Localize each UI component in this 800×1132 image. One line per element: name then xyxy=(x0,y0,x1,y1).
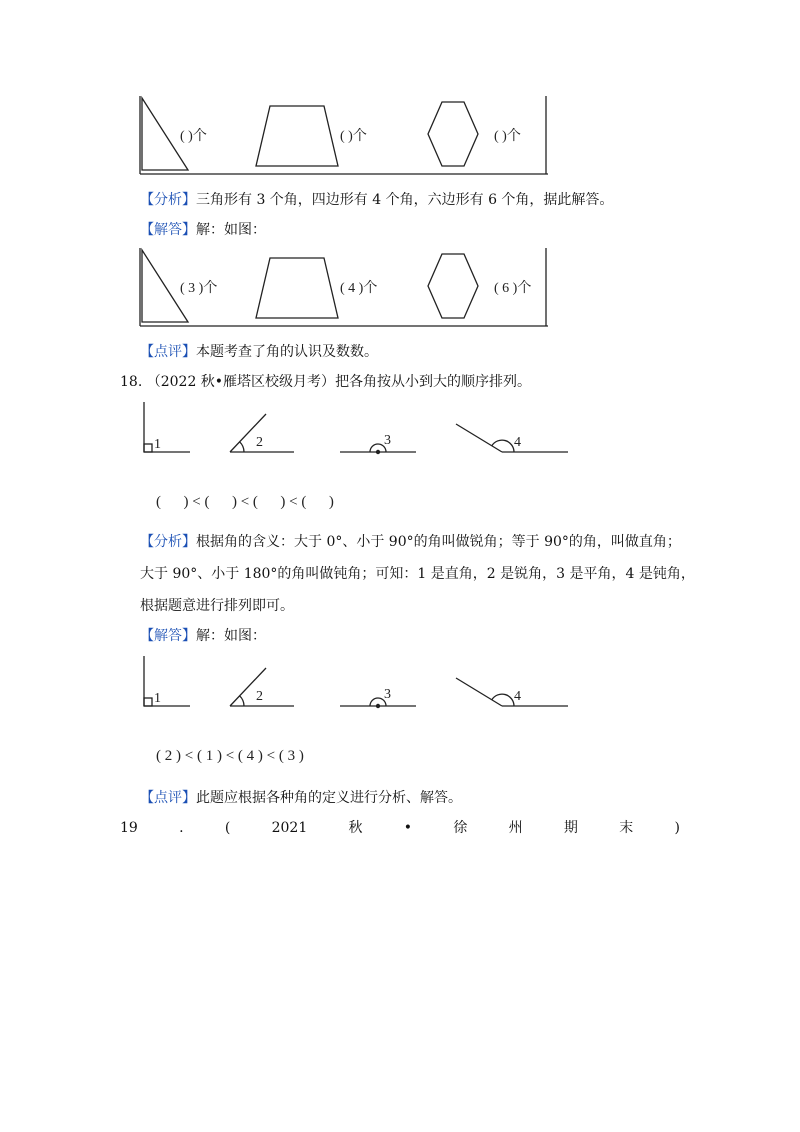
q19-part: 徐 xyxy=(453,820,468,836)
triangle-count-answer: ( 3 )个 xyxy=(180,281,218,296)
angle-label-1: 1 xyxy=(154,691,161,706)
angle-label-1: 1 xyxy=(154,437,161,452)
question-text: 把各角按从小到大的顺序排列。 xyxy=(335,374,532,390)
q17-analysis xyxy=(140,190,613,210)
q18-header xyxy=(120,372,531,392)
trapezoid-count-answer: ( 4 )个 xyxy=(340,281,378,296)
trapezoid-shape xyxy=(256,258,338,318)
trapezoid-shape xyxy=(256,106,338,166)
analysis-tag: 【分析】 xyxy=(140,192,196,208)
angles-answer-figure xyxy=(138,652,570,770)
angle-label-3: 3 xyxy=(384,433,391,448)
triangle-count-blank: ( )个 xyxy=(180,129,207,144)
solution-text: 解：如图： xyxy=(196,222,266,238)
q19-part: . xyxy=(179,820,184,836)
analysis-line-3: 根据题意进行排列即可。 xyxy=(140,598,294,614)
q19-part: 秋 xyxy=(348,820,363,836)
analysis-line-1: 根据角的含义：大于 0°、小于 90°的角叫做锐角；等于 90°的角，叫做直角； xyxy=(196,534,681,550)
question-number: 18. xyxy=(120,374,143,390)
q18-analysis-3 xyxy=(140,596,294,616)
comment-text: 本题考查了角的认识及数数。 xyxy=(196,344,378,360)
q18-analysis-2 xyxy=(140,564,695,584)
q19-header xyxy=(120,818,680,838)
comment-tag: 【点评】 xyxy=(140,344,196,360)
shapes-question-figure xyxy=(138,94,550,176)
q18-comment xyxy=(140,788,462,808)
hexagon-shape xyxy=(428,102,478,166)
analysis-tag: 【分析】 xyxy=(140,534,196,550)
comment-text: 此题应根据各种角的定义进行分析、解答。 xyxy=(196,790,462,806)
hexagon-count-answer: ( 6 )个 xyxy=(494,281,532,296)
q19-part: 末 xyxy=(619,820,634,836)
angle-label-2: 2 xyxy=(256,689,263,704)
angles-question-figure xyxy=(138,398,570,516)
comment-tag: 【点评】 xyxy=(140,790,196,806)
q19-part: • xyxy=(403,820,413,836)
analysis-line-2: 大于 90°、小于 180°的角叫做钝角；可知：1 是直角，2 是锐角，3 是平角，4 是钝角， xyxy=(140,566,695,582)
order-blanks: ( ) < ( ) < ( ) < ( ) xyxy=(156,494,334,510)
trapezoid-count-blank: ( )个 xyxy=(340,129,367,144)
q18-solution xyxy=(140,626,266,646)
analysis-text: 三角形有 3 个角，四边形有 4 个角，六边形有 6 个角，据此解答。 xyxy=(196,192,614,208)
q19-part: 2021 xyxy=(271,820,308,836)
hexagon-count-blank: ( )个 xyxy=(494,129,521,144)
q18-analysis-1 xyxy=(140,532,681,552)
angle-label-4: 4 xyxy=(514,689,521,704)
hexagon-shape xyxy=(428,254,478,318)
angle-label-4: 4 xyxy=(514,435,521,450)
q17-comment xyxy=(140,342,378,362)
q19-part: 州 xyxy=(508,820,523,836)
q19-part: ) xyxy=(674,820,680,836)
q19-part: 19 xyxy=(120,820,138,836)
solution-text: 解：如图： xyxy=(196,628,266,644)
question-source: （2022 秋•雁塔区校级月考） xyxy=(146,374,336,390)
q19-part: 期 xyxy=(563,820,578,836)
q17-solution xyxy=(140,220,266,240)
solution-tag: 【解答】 xyxy=(140,628,196,644)
angle-label-2: 2 xyxy=(256,435,263,450)
angle-label-3: 3 xyxy=(384,687,391,702)
order-answer: ( 2 ) < ( 1 ) < ( 4 ) < ( 3 ) xyxy=(156,748,304,764)
solution-tag: 【解答】 xyxy=(140,222,196,238)
shapes-answer-figure xyxy=(138,246,550,328)
q19-part: ( xyxy=(224,820,231,836)
